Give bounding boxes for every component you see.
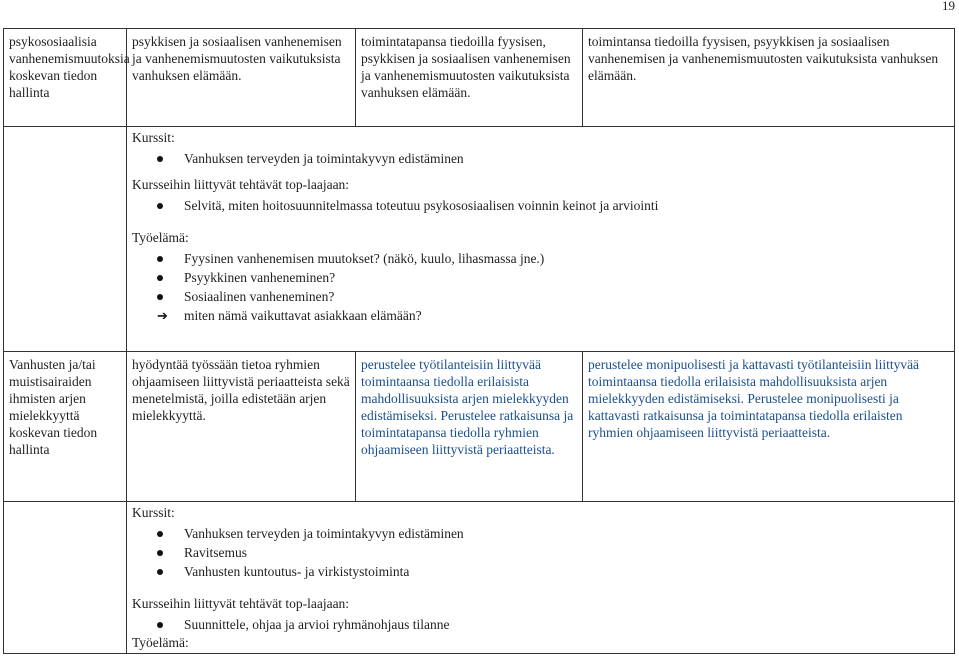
topic-text: psykososiaalisia vanhenemismuutoksia koskevan tiedon hallinta	[9, 34, 130, 100]
criteria-text: psykkisen ja sosiaalisen vanhenemisen ja vanhenemismuutosten vaikutuksista vanhuksen elämään.	[132, 34, 342, 83]
list-item: Ravitsemus	[132, 543, 949, 562]
courses-label: Kurssit:	[132, 505, 175, 520]
topic-cell	[4, 352, 127, 502]
work-label: Työelämä:	[132, 230, 189, 245]
list-item: Suunnittele, ohjaa ja arvioi ryhmänohjaus tilanne	[132, 615, 949, 634]
courses-list	[132, 149, 949, 168]
topic-cell	[4, 29, 130, 127]
tasks-label: Kursseihin liittyvät tehtävät top-laajaan:	[132, 596, 350, 611]
arrow-list-item: ➔ miten nämä vaikuttavat asiakkaan elämään?	[132, 306, 949, 325]
list-item: Sosiaalinen vanheneminen?	[132, 287, 949, 306]
curriculum-table	[3, 28, 955, 654]
criteria-cell-level-1	[127, 352, 356, 502]
criteria-cell-level-2	[356, 29, 583, 127]
topic-cell-empty	[4, 502, 127, 654]
topic-text: Vanhusten ja/tai muistisairaiden ihmisten arjen mielekkyyttä koskevan tiedon hallinta	[9, 357, 98, 457]
work-list	[132, 249, 949, 325]
courses-label: Kurssit:	[132, 130, 175, 145]
list-item: Fyysinen vanhenemisen muutokset? (näkö, kuulo, lihasmassa jne.)	[132, 249, 949, 268]
topic-cell-empty	[4, 127, 127, 352]
table-row	[4, 352, 955, 502]
table-row	[4, 29, 955, 127]
table-row	[4, 502, 955, 654]
work-label: Työelämä:	[132, 635, 189, 650]
details-cell	[127, 127, 955, 352]
criteria-cell-level-1	[127, 29, 356, 127]
tasks-list	[132, 615, 949, 634]
courses-list	[132, 524, 949, 581]
criteria-text: toimintatapansa tiedoilla fyysisen, psykkisen ja sosiaalisen vanhenemisen ja vanhenemismuutosten vaikutuksista vanhuksen elämään.	[361, 34, 571, 100]
list-item: Vanhusten kuntoutus- ja virkistystoiminta	[132, 562, 949, 581]
list-item: Vanhuksen terveyden ja toimintakyvyn edistäminen	[132, 149, 949, 168]
criteria-text: toimintansa tiedoilla fyysisen, psyykkisen ja sosiaalisen vanhenemisen ja vanhenemismuutosten vaikutuksista vanhuksen elämään.	[588, 34, 939, 83]
criteria-cell-level-2	[356, 352, 583, 502]
criteria-text: perustelee työtilanteisiin liittyvää toimintaansa tiedolla erilaisista mahdollisuuksista arjen mielekkyyden edistämiseksi. Perustelee ratkaisunsa ja toimintatapansa tiedolla ryhmien ohjaamiseen liittyvistä periaatteista.	[361, 357, 574, 457]
criteria-cell-level-3	[583, 352, 955, 502]
table-row	[4, 127, 955, 352]
criteria-cell-level-3	[583, 29, 955, 127]
details-cell	[127, 502, 955, 654]
criteria-text: perustelee monipuolisesti ja kattavasti työtilanteisiin liittyvää toimintaansa tiedolla erilaisista mahdollisuuksista arjen mielekkyyden edistämiseksi. Perustelee monipuolisesti ja kattavasti ratkaisunsa ja toimintatapansa tiedolla erilaisten ryhmien ohjaamiseen liittyvistä periaatteista.	[588, 357, 920, 440]
list-item: Psyykkinen vanheneminen?	[132, 268, 949, 287]
tasks-label: Kursseihin liittyvät tehtävät top-laajaan:	[132, 177, 350, 192]
tasks-list	[132, 196, 949, 215]
list-item: Selvitä, miten hoitosuunnitelmassa toteutuu psykososiaalisen voinnin keinot ja arviointi	[132, 196, 949, 215]
list-item: Vanhuksen terveyden ja toimintakyvyn edistäminen	[132, 524, 949, 543]
page-number: 19	[942, 0, 955, 13]
criteria-text: hyödyntää työssään tietoa ryhmien ohjaamiseen liittyvistä periaatteista sekä menetelmistä, joilla edistetään arjen mielekkyyttä.	[132, 357, 350, 423]
